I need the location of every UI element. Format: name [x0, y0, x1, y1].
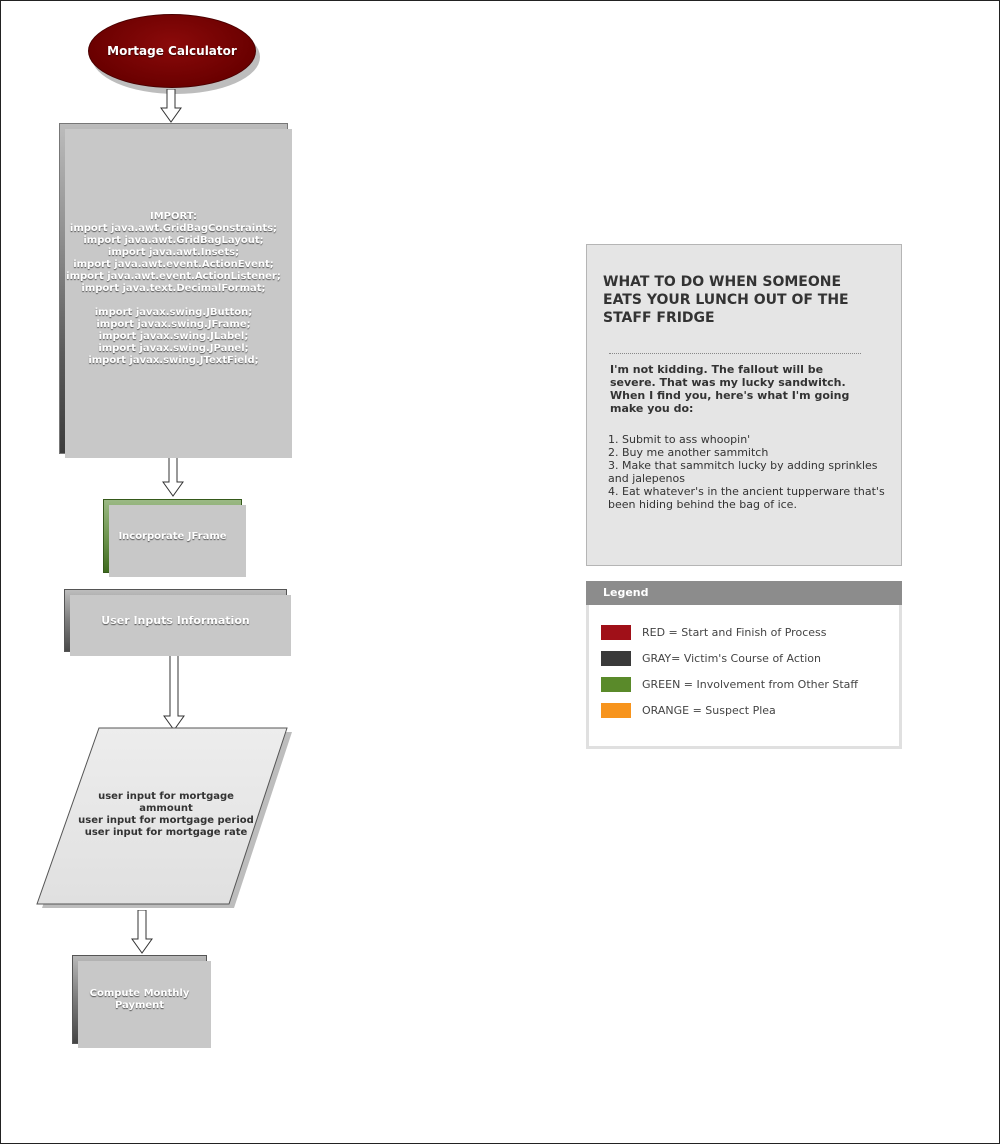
import-line: import javax.swing.JLabel; [98, 330, 249, 342]
import-line: import javax.swing.JFrame; [96, 318, 251, 330]
legend-label: ORANGE = Suspect Plea [642, 704, 776, 717]
inputs-line: ammount [139, 803, 193, 814]
start-node-label: Mortage Calculator [88, 14, 256, 88]
import-line: import javax.swing.JTextField; [88, 354, 259, 366]
legend [586, 581, 902, 749]
arrow-down-icon [162, 457, 184, 497]
info-list [608, 433, 888, 511]
compute-node [72, 955, 207, 1044]
user-inputs-node [64, 589, 287, 652]
info-list-item: 2. Buy me another sammitch [608, 446, 769, 459]
import-line: import java.awt.GridBagLayout; [83, 234, 264, 246]
import-line: import java.text.DecimalFormat; [81, 282, 266, 294]
jframe-label: Incorporate JFrame [118, 530, 227, 542]
import-gap [66, 295, 281, 307]
import-line: import java.awt.GridBagConstraints; [69, 222, 278, 234]
import-line: import java.awt.Insets; [107, 246, 240, 258]
compute-label [90, 988, 190, 1012]
legend-label: GREEN = Involvement from Other Staff [642, 678, 858, 691]
legend-header: Legend [586, 581, 902, 605]
legend-swatch [601, 703, 631, 718]
info-list-item: 4. Eat whatever's in the ancient tupperware that's been hiding behind the bag of ice. [608, 485, 885, 511]
arrow-down-icon [163, 653, 185, 731]
inputs-node [36, 727, 294, 911]
legend-label: RED = Start and Finish of Process [642, 626, 827, 639]
legend-swatch [601, 677, 631, 692]
import-line: import java.awt.event.ActionEvent; [73, 258, 274, 270]
legend-swatch [601, 625, 631, 640]
legend-label: GRAY= Victim's Course of Action [642, 652, 821, 665]
arrow-down-icon [160, 89, 182, 123]
import-line: import javax.swing.JButton; [94, 306, 253, 318]
import-code [66, 211, 281, 367]
legend-swatch [601, 651, 631, 666]
info-divider [609, 353, 861, 354]
compute-line: Compute Monthly [89, 987, 190, 999]
inputs-line: user input for mortgage period [78, 815, 254, 826]
info-panel [586, 244, 902, 566]
import-line: import java.awt.event.ActionListener; [66, 270, 281, 282]
import-line: import javax.swing.JPanel; [98, 342, 249, 354]
info-list-item: 1. Submit to ass whoopin' [608, 433, 751, 446]
inputs-line: user input for mortgage [98, 791, 234, 802]
inputs-text [66, 791, 266, 839]
info-intro: I'm not kidding. The fallout will be severe. That was my lucky sandwitch. When I find you, here's what I'm going make you do: [610, 363, 850, 415]
info-title: WHAT TO DO WHEN SOMEONE EATS YOUR LUNCH OUT OF THE STAFF FRIDGE [603, 274, 849, 326]
arrow-down-icon [131, 910, 153, 954]
start-node [88, 14, 256, 88]
info-list-item: 3. Make that sammitch lucky by adding sprinkles and jalepenos [608, 459, 878, 485]
inputs-line: user input for mortgage rate [84, 827, 248, 838]
user-inputs-label: User Inputs Information [101, 614, 250, 627]
import-node [59, 123, 288, 454]
compute-line: Payment [114, 999, 165, 1011]
jframe-node [103, 499, 242, 573]
import-heading: IMPORT: [149, 210, 197, 222]
